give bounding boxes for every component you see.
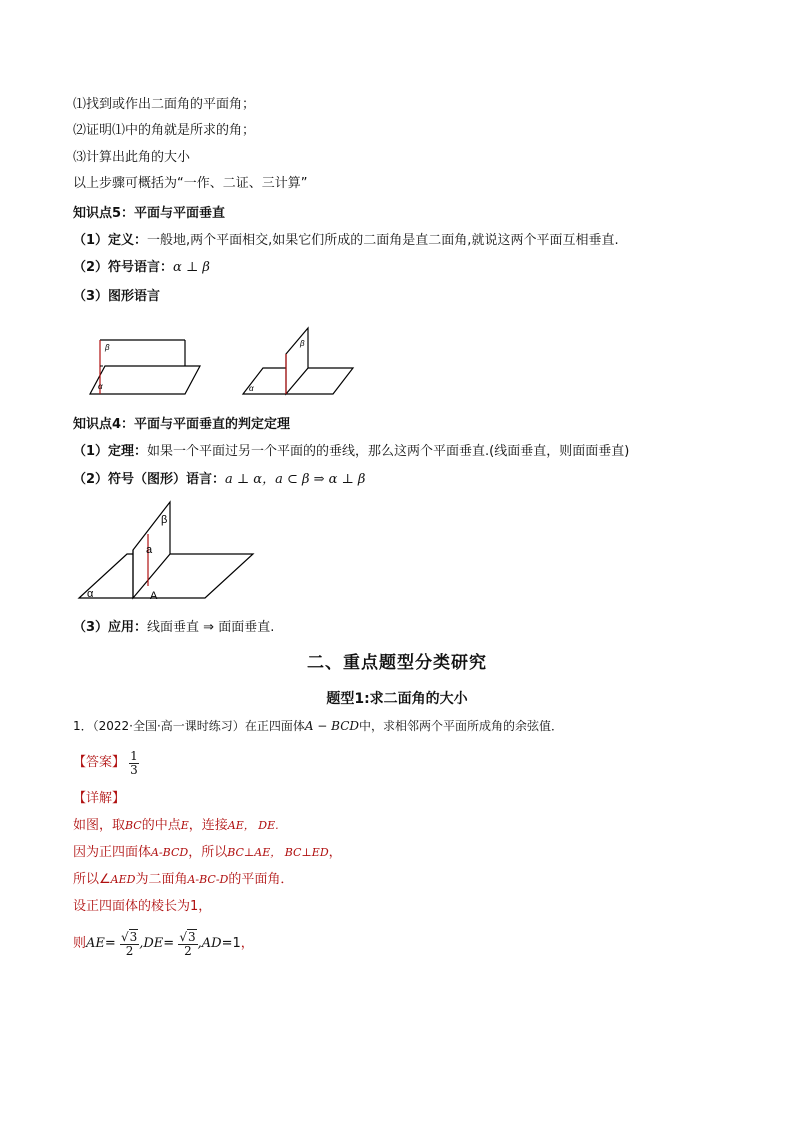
problem-tetra: A − BCD xyxy=(304,719,360,733)
d5-den-1: 2 xyxy=(125,943,134,958)
problem-number: 1． xyxy=(73,719,93,733)
problem-text-after: 中，求相邻两个平面所成角的余弦值． xyxy=(359,719,564,733)
step-2: ⑵证明⑴中的角就是所求的角； xyxy=(73,123,256,138)
d1-segments: AE， DE. xyxy=(227,819,279,832)
d2-comma: ， xyxy=(328,845,342,860)
d2-text: 因为正四面体 xyxy=(73,845,152,860)
perpendicular-planes-figure-1 xyxy=(85,330,210,400)
d5-root-2: 3 xyxy=(188,929,196,944)
d1-bc: BC xyxy=(125,819,142,832)
fig2-alpha-label: α xyxy=(249,384,254,393)
kp4-title: 知识点4：平面与平面垂直的判定定理 xyxy=(73,417,291,432)
fig3-beta-label: β xyxy=(161,514,168,526)
step-1: ⑴找到或作出二面角的平面角； xyxy=(73,97,256,112)
step-3: ⑶计算出此角的大小 xyxy=(73,150,191,165)
d1-mid: 的中点 xyxy=(141,818,181,833)
perpendicular-planes-figure-2 xyxy=(238,322,358,400)
d2-tetra: A-BCD xyxy=(151,846,189,859)
d3-angle: AED xyxy=(110,873,136,886)
kp5-definition xyxy=(73,232,619,249)
d5-frac-2: $\frac{√3}{2}$ xyxy=(179,929,196,958)
d5-eq1: = xyxy=(104,936,116,951)
d5-then: 则 xyxy=(73,936,87,951)
d3-end: 的平面角． xyxy=(228,872,294,887)
answer-label: 【答案】 xyxy=(73,755,126,770)
kp4-thm-label: （1）定理： xyxy=(73,444,148,459)
steps-summary: 以上步骤可概括为“一作、二证、三计算” xyxy=(73,176,308,191)
fig3-a-label: a xyxy=(146,544,153,556)
d1-text: 如图，取 xyxy=(73,818,126,833)
kp5-sym-label: （2）符号语言： xyxy=(73,260,174,275)
detail-line-5 xyxy=(73,926,254,963)
kp4-symbol xyxy=(73,471,365,488)
d3-dihedral: A-BC-D xyxy=(187,873,229,886)
problem-type-title: 题型1:求二面角的大小 xyxy=(326,691,468,707)
d5-ad: ,AD xyxy=(197,936,222,951)
detail-label: 【详解】 xyxy=(73,791,126,806)
kp4-app-label: （3）应用： xyxy=(73,620,148,635)
d2-so: ，所以 xyxy=(188,845,228,860)
kp4-thm-text: 如果一个平面过另一个平面的的垂线，那么这两个平面垂直.(线面垂直，则面面垂直) xyxy=(147,444,630,459)
answer-numerator: 1 xyxy=(130,748,138,763)
kp5-def-text: 一般地,两个平面相交,如果它们所成的二面角是直二面角,就说这两个平面互相垂直. xyxy=(147,233,619,248)
answer-denominator: 3 xyxy=(130,762,138,777)
kp4-sym-label: （2）符号（图形）语言： xyxy=(73,472,226,487)
kp4-app-text: 线面垂直 ⇒ 面面垂直. xyxy=(147,620,275,635)
kp4-application xyxy=(73,619,274,636)
kp5-symbol xyxy=(73,259,210,276)
fig3-alpha-label: α xyxy=(87,588,94,600)
detail-line-1 xyxy=(73,817,279,834)
d2-perp: BC⊥AE， BC⊥ED xyxy=(227,846,329,859)
kp5-fig-label: （3）图形语言 xyxy=(73,289,161,304)
d5-eq3: = xyxy=(221,936,233,951)
d5-comma: ， xyxy=(240,936,254,951)
detail-line-2 xyxy=(73,844,342,861)
d5-ae: AE xyxy=(86,936,105,951)
d1-connect: ，连接 xyxy=(188,818,228,833)
answer-line xyxy=(73,748,139,779)
kp5-def-label: （1）定义： xyxy=(73,233,148,248)
d5-de: ,DE xyxy=(139,936,164,951)
problem-source: （2022·全国·高一课时练习） xyxy=(92,719,245,733)
detail-line-3 xyxy=(73,871,293,888)
kp4-sym-text: a ⊥ α，a ⊂ β ⇒ α ⊥ β xyxy=(225,472,366,487)
section-title: 二、重点题型分类研究 xyxy=(307,653,487,673)
answer-fraction xyxy=(129,750,139,777)
kp5-sym-text: α ⊥ β xyxy=(173,260,210,275)
kp5-title: 知识点5：平面与平面垂直 xyxy=(73,206,226,221)
kp4-theorem xyxy=(73,443,629,460)
d5-one: 1 xyxy=(232,936,241,951)
problem-statement xyxy=(73,718,563,735)
fig1-alpha-label: α xyxy=(98,382,103,391)
d3-text: 所以∠ xyxy=(73,872,111,887)
fig1-beta-label: β xyxy=(105,343,110,352)
d3-is: 为二面角 xyxy=(135,872,188,887)
fig2-beta-label: β xyxy=(300,339,305,348)
d1-e: E xyxy=(180,819,189,832)
plane-perpendicular-theorem-figure xyxy=(75,500,260,605)
d5-den-2: 2 xyxy=(184,943,192,958)
fig3-A-label: A xyxy=(150,590,158,602)
d5-eq2: = xyxy=(163,936,175,951)
d5-root-1: 3 xyxy=(129,929,138,944)
detail-line-4: 设正四面体的棱长为1， xyxy=(73,899,212,914)
d5-frac-1: $\frac{√3}{2}$ xyxy=(120,929,138,958)
problem-text-before: 在正四面体 xyxy=(244,719,305,733)
